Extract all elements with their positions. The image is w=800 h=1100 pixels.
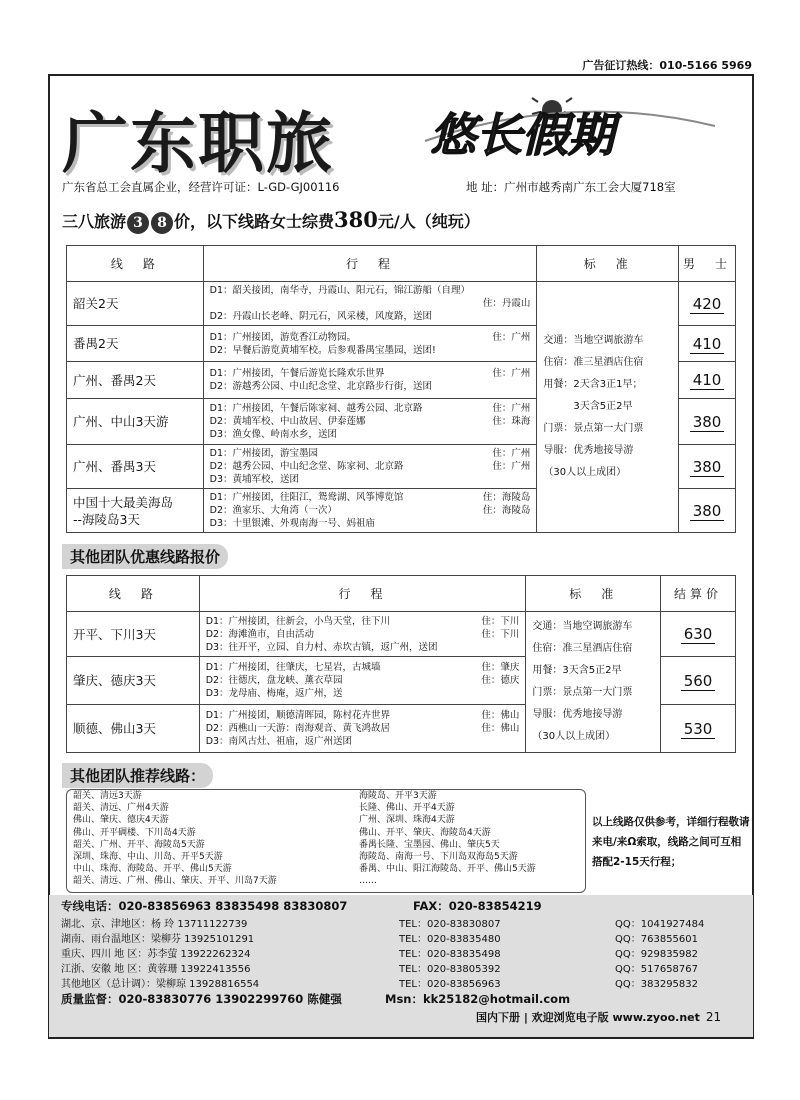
recommended-route: 韶关、清远3天游: [73, 791, 142, 801]
recommended-route: 广州、深圳、珠海4天游: [359, 815, 455, 826]
itinerary-cell: [203, 399, 537, 445]
itinerary-line: [210, 402, 531, 415]
itinerary-line: [206, 628, 520, 641]
itinerary-day: D1：广州接团，午餐后陈家祠、越秀公园、北京路: [209, 403, 423, 414]
page-number: 21: [705, 1010, 722, 1024]
itinerary-stay: 住：广州: [492, 461, 531, 472]
price-value: 410: [690, 335, 725, 354]
recommended-route: 中山、珠海、海陵岛、开平、佛山5天游: [73, 864, 232, 875]
price-value: 420: [690, 295, 725, 314]
itinerary-stay: 住：下川: [481, 615, 520, 627]
itinerary-day: D1：广州接团，往阳江，鸳鸯湖、风筝博览馆: [209, 492, 404, 503]
contact-region: 江浙、安徽 地 区：黄蓉珊 13922413556: [61, 964, 251, 975]
promo-pre: 三八旅游: [62, 212, 127, 231]
promo-headline: [62, 207, 480, 234]
recommended-route: 韶关、清远、广州、佛山、肇庆、开平、川岛7天游: [73, 876, 277, 887]
itinerary-stay: 住：下川: [481, 628, 520, 640]
itinerary-day: D2：往德庆，盘龙峡、薰衣草园: [205, 675, 343, 686]
itinerary-day: D1：广州接团，往肇庆，七星岩，古城墙: [205, 662, 381, 673]
recommended-right-column: [359, 790, 536, 888]
price-value: 530: [681, 720, 716, 739]
itinerary-day: D2：游越秀公园、中山纪念堂、北京路步行街，送团: [209, 381, 433, 392]
itinerary-day: D2：越秀公园、中山纪念堂、陈家祠、北京路: [209, 461, 404, 472]
itinerary-day: D1：广州接团，游宝墨园: [209, 448, 319, 459]
route-name-line: 广州、番禺2天: [73, 372, 156, 388]
standard-line: （30人以上成团）: [532, 731, 616, 742]
route-name: [67, 657, 200, 705]
itinerary-day: D3：龙母庙、梅庵，返广州，送: [205, 688, 343, 699]
itinerary-stay: 住：佛山: [481, 723, 520, 734]
standard-line: 门票：景点第一大门票: [532, 687, 633, 698]
itinerary-stay: 住：肇庆: [481, 662, 520, 673]
route-name-line: 顺德、佛山3天: [73, 721, 156, 736]
route-name-line: 广州、番禺3天: [73, 459, 156, 474]
itinerary-day: D1：广州接团，顺德清晖园，陈村花卉世界: [205, 710, 391, 721]
itinerary-stay: 住：广州: [492, 403, 531, 414]
itinerary-day: D3：南风古灶、祖庙，返广州送团: [205, 736, 353, 747]
itinerary-line: [210, 331, 531, 344]
standard-line: 交通：当地空调旅游车: [543, 335, 644, 346]
ad-hotline: 广告征订热线：010-5166 5969: [582, 59, 752, 72]
price-value: 560: [681, 672, 716, 691]
group-route-price-table: [66, 575, 736, 753]
route-name: [67, 362, 204, 399]
routes-note: 以上线路仅供参考，详细行程敬请来电/来Ω索取，线路之间可互相搭配2-15天行程；: [592, 816, 750, 868]
header-men-price: 男 士: [679, 246, 736, 282]
route-name: [67, 612, 200, 657]
contact-qq: QQ：1041927484: [615, 919, 705, 930]
itinerary-cell: [199, 612, 526, 657]
standard-line: 3天含5正2早: [543, 401, 633, 412]
contact-msn: Msn：kk25182@hotmail.com: [385, 992, 571, 1006]
itinerary-line: [210, 415, 531, 428]
quality-supervision: 质量监督：020-83830776 13902299760 陈健强: [61, 992, 342, 1006]
itinerary-stay: 住：佛山: [481, 710, 520, 721]
contact-qq: QQ：383295832: [615, 979, 699, 990]
women-day-route-table: [66, 245, 736, 533]
itinerary-day: D2：渔家乐、大角湾（一次）: [209, 505, 338, 516]
logo-text: 悠长假期: [430, 108, 614, 162]
price-cell: [679, 362, 736, 399]
contact-tel: TEL：020-83856963: [399, 979, 501, 990]
price-cell: [679, 489, 736, 533]
page-footer: [476, 1009, 721, 1025]
itinerary-line: [210, 473, 531, 486]
header-settlement-price: 结算价: [661, 576, 736, 612]
itinerary-cell: [203, 445, 537, 489]
itinerary-line: [210, 367, 531, 380]
itinerary-stay: 住：海陵岛: [482, 492, 531, 503]
promo-price: 380: [334, 207, 378, 232]
price-value: 380: [690, 458, 725, 477]
itinerary-day: D2：早餐后游览黄埔军校。后参观番禺宝墨园，送团!: [209, 344, 436, 356]
itinerary-day: D2：黄埔军校、中山故居、伊泰莲娜: [209, 416, 366, 427]
recommended-route: 佛山、肇庆、德庆4天游: [73, 815, 169, 826]
contact-region: 重庆、四川 地 区：苏李萤 13922262324: [61, 949, 251, 960]
standard-line: 交通：当地空调旅游车: [532, 621, 633, 632]
itinerary-day: D1：广州接团，午餐后游览长隆欢乐世界: [209, 368, 385, 379]
itinerary-stay: 住：丹霞山: [482, 298, 531, 309]
itinerary-stay: 住：广州: [492, 448, 531, 459]
brand-title: 广东职旅: [62, 104, 334, 182]
itinerary-cell: [203, 282, 537, 326]
route-name-line: 中国十大最美海岛: [73, 494, 174, 510]
itinerary-cell: [199, 705, 526, 753]
recommended-route: 深圳、珠海、中山、川岛、开平5天游: [73, 852, 223, 863]
contact-region: 湖南、雨台温地区：梁柳芬 13925101291: [61, 934, 255, 945]
price-value: 380: [690, 502, 725, 521]
route-name-line: 韶关2天: [73, 296, 119, 311]
recommended-route: 韶关、广州、开平、海陵岛5天游: [73, 839, 205, 850]
itinerary-day: D2：西樵山一天游：南海观音、黄飞鸿故居: [205, 723, 391, 734]
price-cell: [661, 705, 736, 753]
itinerary-line: [206, 615, 520, 628]
itinerary-line: [206, 735, 520, 748]
header-itinerary: 行 程: [203, 246, 537, 282]
contact-tel: TEL：020-83835480: [399, 934, 501, 945]
itinerary-line: [206, 674, 520, 687]
standard-line: 用餐：3天含5正2早: [532, 665, 622, 676]
standard-line: 住宿：准三星酒店住宿: [532, 643, 633, 654]
itinerary-day: D1：广州接团，游览香江动物园。: [209, 331, 357, 343]
itinerary-line: [206, 687, 520, 700]
recommended-route: 番禺、中山、阳江海陵岛、开平、佛山5天游: [359, 864, 536, 875]
itinerary-day: D3：十里银滩、外观南海一号、妈祖庙: [209, 518, 376, 529]
itinerary-line: [210, 491, 531, 504]
itinerary-stay: 住：海陵岛: [482, 505, 531, 516]
header-standard: 标 准: [526, 576, 661, 612]
route-name: [67, 282, 204, 326]
recommended-left-column: [73, 790, 277, 888]
route-name-line: 广州、中山3天游: [73, 414, 169, 429]
recommended-route: 佛山、开平碉楼、下川岛4天游: [73, 827, 196, 838]
recommended-route: 长隆、佛山、开平4天游: [359, 803, 455, 814]
standard-cell: [537, 282, 679, 533]
itinerary-line: [210, 517, 531, 530]
contact-qq: QQ：517658767: [615, 964, 699, 975]
contact-region: 其他地区（总计调）：梁柳琼 13928816554: [61, 979, 260, 990]
promo-post: 元/人（纯玩）: [377, 212, 480, 231]
price-cell: [661, 612, 736, 657]
itinerary-stay: 住：珠海: [492, 416, 531, 427]
recommended-route: 佛山、开平、肇庆、海陵岛4天游: [359, 827, 491, 838]
standard-line: 门票：景点第一大门票: [543, 423, 644, 434]
itinerary-line: [210, 460, 531, 473]
price-cell: [679, 445, 736, 489]
itinerary-line: [210, 428, 531, 441]
standard-cell: [526, 612, 661, 753]
itinerary-line: [210, 504, 531, 517]
recommended-route: 海陵岛、开平3天游: [359, 791, 437, 801]
itinerary-cell: [203, 489, 537, 533]
itinerary-stay: 住：广州: [492, 331, 531, 343]
route-name: [67, 445, 204, 489]
itinerary-day: D3：渔女像、岭南水乡，送团: [209, 429, 338, 440]
itinerary-line: [210, 380, 531, 393]
standard-line: 导服：优秀地接导游: [532, 709, 623, 720]
itinerary-line: [206, 709, 520, 722]
itinerary-cell: [203, 362, 537, 399]
itinerary-line: [206, 641, 520, 654]
contact-qq: QQ：929835982: [615, 949, 699, 960]
contact-region: 湖北、京、津地区：杨 玲 13711122739: [61, 919, 248, 930]
route-name: [67, 399, 204, 445]
itinerary-cell: [203, 326, 537, 362]
itinerary-day: D3：黄埔军校，送团: [209, 474, 300, 485]
price-value: 410: [690, 371, 725, 390]
standard-line: 住宿：准三星酒店住宿: [543, 357, 644, 368]
itinerary-day: D3：往开平，立园、自力村、赤坎古镇，返广州，送团: [205, 641, 438, 653]
recommended-routes-box: [66, 789, 586, 893]
promo-digit-3: 3: [127, 212, 149, 234]
itinerary-line: [210, 310, 531, 323]
header-itinerary: 行 程: [199, 576, 526, 612]
itinerary-line: [206, 661, 520, 674]
promo-mid: 价，以下线路女士综费: [174, 212, 335, 231]
section-recommended-title: 其他团队推荐线路：: [62, 763, 213, 788]
section-other-routes-title: 其他团队优惠线路报价: [62, 544, 228, 569]
address-text: 地 址：广州市越秀南广东工会大厦718室: [466, 180, 676, 194]
itinerary-line: [206, 722, 520, 735]
route-name-line: --海陵岛3天: [73, 511, 140, 527]
price-cell: [679, 326, 736, 362]
header-route: 线 路: [67, 246, 204, 282]
itinerary-day: D2：海滩渔市，自由活动: [205, 628, 315, 640]
recommended-route: ……: [359, 876, 377, 887]
itinerary-cell: [199, 657, 526, 705]
itinerary-day: D2：丹霞山长老峰、阴元石，风采楼，风度路，送团: [209, 311, 433, 322]
contact-hotline: 专线电话：020-83856963 83835498 83830807: [61, 899, 348, 913]
recommended-route: 海陵岛、南海一号、下川岛双海岛5天游: [359, 852, 518, 863]
itinerary-day: D1：韶关接团，南华寺，丹霞山、阳元石，锦江游船（自理）: [209, 285, 471, 296]
route-name: [67, 705, 200, 753]
contact-fax: FAX：020-83854219: [413, 899, 542, 913]
contact-qq: QQ：763855601: [615, 934, 699, 945]
itinerary-line: [210, 297, 531, 310]
itinerary-stay: 住：德庆: [481, 675, 520, 686]
footer-text: 国内下册 | 欢迎浏览电子版 www.zyoo.net: [476, 1011, 700, 1024]
route-name: [67, 489, 204, 533]
promo-digit-8: 8: [151, 212, 173, 234]
price-value: 630: [681, 625, 716, 644]
table-row: [67, 612, 736, 657]
route-name: [67, 326, 204, 362]
recommended-route: 韶关、清远、广州4天游: [73, 803, 169, 814]
contact-tel: TEL：020-83805392: [399, 964, 501, 975]
header-route: 线 路: [67, 576, 200, 612]
standard-line: （30人以上成团）: [543, 467, 627, 478]
itinerary-stay: 住：广州: [492, 368, 531, 379]
table-row: [67, 282, 736, 326]
recommended-route: 番禺长隆、宝墨园、佛山、肇庆5天: [359, 839, 500, 850]
price-cell: [661, 657, 736, 705]
holiday-logo: [420, 96, 720, 166]
price-value: 380: [690, 413, 725, 432]
itinerary-day: D1：广州接团，往新会，小鸟天堂，往下川: [205, 615, 391, 627]
price-cell: [679, 282, 736, 326]
contact-tel: TEL：020-83835498: [399, 949, 501, 960]
route-name-line: 肇庆、德庆3天: [73, 673, 156, 688]
route-name-line: 番禺2天: [73, 336, 119, 351]
price-cell: [679, 399, 736, 445]
standard-line: 用餐：2天含3正1早；: [543, 379, 643, 390]
itinerary-line: [210, 447, 531, 460]
registration-text: 广东省总工会直属企业，经营许可证：L-GD-GJ00116: [62, 180, 340, 194]
itinerary-line: [210, 284, 531, 297]
route-name-line: 开平、下川3天: [73, 626, 156, 642]
header-standard: 标 准: [537, 246, 679, 282]
itinerary-line: [210, 344, 531, 357]
standard-line: 导服：优秀地接导游: [543, 445, 634, 456]
contact-tel: TEL：020-83830807: [399, 919, 501, 930]
